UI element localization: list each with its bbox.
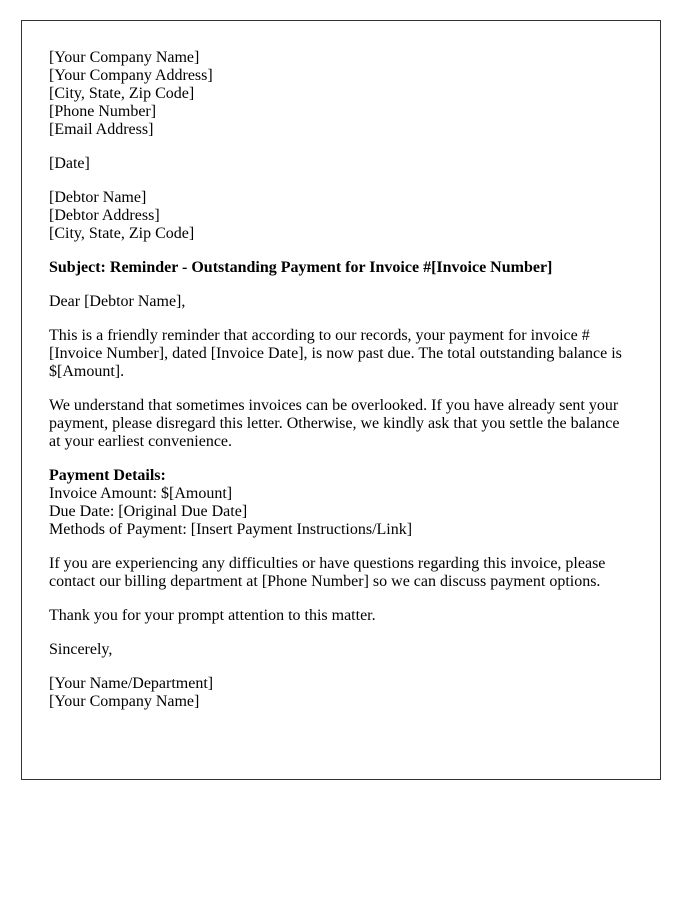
salutation: Dear [Debtor Name], — [49, 293, 186, 310]
signature-block — [49, 675, 630, 711]
recipient-address: [Debtor Address] — [49, 207, 160, 224]
sender-address-block — [49, 49, 630, 139]
payment-details-due-date: Due Date: [Original Due Date] — [49, 503, 248, 520]
sender-email: [Email Address] — [49, 121, 154, 138]
sender-city-state-zip: [City, State, Zip Code] — [49, 85, 195, 102]
recipient-city-state-zip: [City, State, Zip Code] — [49, 225, 195, 242]
paragraph-reminder: This is a friendly reminder that according to our records, your payment for invoice # [Invoice Number], dated [Invoice Date], is now past due. The total outstanding balance is $[Amount]. — [49, 327, 622, 380]
paragraph-difficulties: If you are experiencing any difficulties or have questions regarding this invoice, please contact our billing department at [Phone Number] so we can discuss payment options. — [49, 555, 606, 590]
payment-details-block — [49, 467, 630, 539]
sender-address: [Your Company Address] — [49, 67, 213, 84]
payment-details-methods: Methods of Payment: [Insert Payment Instructions/Link] — [49, 521, 413, 538]
subject-line: Subject: Reminder - Outstanding Payment for Invoice #[Invoice Number] — [49, 259, 553, 276]
recipient-address-block — [49, 189, 630, 243]
sender-phone: [Phone Number] — [49, 103, 157, 120]
payment-details-heading: Payment Details: — [49, 467, 166, 484]
payment-reminder-letter — [21, 20, 661, 780]
paragraph-thanks: Thank you for your prompt attention to this matter. — [49, 607, 376, 624]
recipient-name: [Debtor Name] — [49, 189, 147, 206]
payment-details-invoice-amount: Invoice Amount: $[Amount] — [49, 485, 233, 502]
signature-company-name: [Your Company Name] — [49, 693, 200, 710]
sender-company-name: [Your Company Name] — [49, 49, 200, 66]
paragraph-overlooked: We understand that sometimes invoices can be overlooked. If you have already sent your payment, please disregard this letter. Otherwise, we kindly ask that you settle the balance at your earliest convenience. — [49, 397, 620, 450]
letter-date: [Date] — [49, 155, 90, 172]
sign-off: Sincerely, — [49, 641, 113, 658]
signature-name-department: [Your Name/Department] — [49, 675, 214, 692]
